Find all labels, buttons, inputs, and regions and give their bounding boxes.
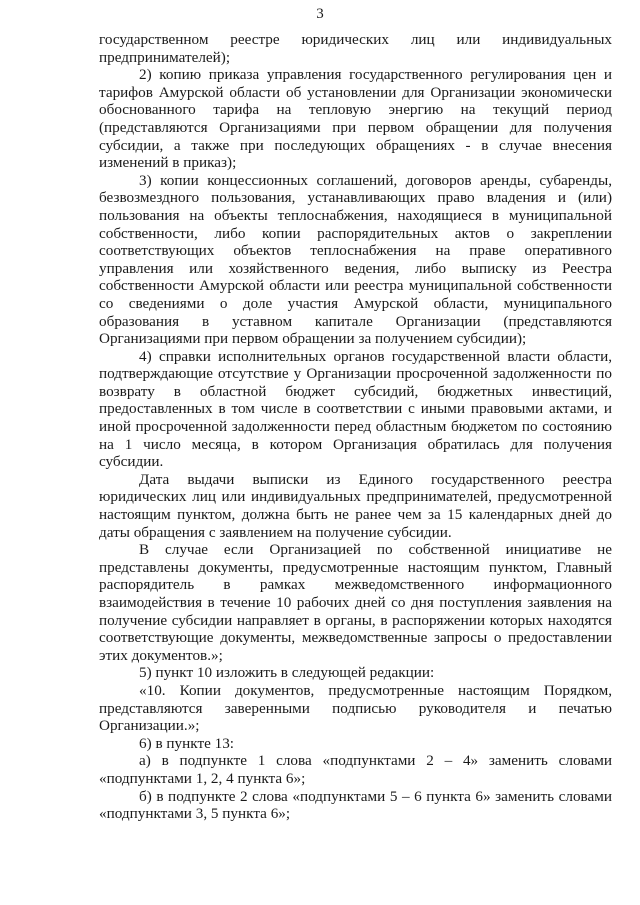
- paragraph-subitem-b: б) в подпункте 2 слова «подпунктами 5 – 6 пункта 6» заменить словами «подпунктами 3, 5 пункта 6»;: [99, 787, 612, 823]
- page-number: 3: [316, 6, 324, 22]
- paragraph-clause-10: «10. Копии документов, предусмотренные настоящим Порядком, представляются заверенными подписью руководителя и печатью Организации.»;: [99, 681, 612, 735]
- paragraph-continuation: государственном реестре юридических лиц или индивидуальных предпринимателей);: [99, 31, 612, 66]
- paragraph-interagency: В случае если Организацией по собственной инициативе не представлены документы, предусмотренные настоящим пунктом, Главный распорядитель в рамках межведомственного информационного взаимодействия в течение 10 рабочих дней со дня поступления заявления на получение субсидии направляет в органы, в распоряжении которых находятся соответствующие документы, межведомственные запросы о предоставлении этих документов.»;: [99, 541, 612, 664]
- paragraph-subitem-a: а) в подпункте 1 слова «подпунктами 2 – 4» заменить словами «подпунктами 1, 2, 4 пункта 6»;: [99, 752, 612, 787]
- document-body: [99, 31, 612, 823]
- paragraph-extract-date: Дата выдачи выписки из Единого государственного реестра юридических лиц или индивидуальных предпринимателей, предусмотренной настоящим пунктом, должна быть не ранее чем за 15 календарных дней до даты обращения с заявлением на получение субсидии.: [99, 470, 612, 541]
- paragraph-item-3: 3) копии концессионных соглашений, договоров аренды, субаренды, безвозмездного пользования, устанавливающих право владения и (или) пользования на объекты теплоснабжения, находящиеся в муниципальной собственности, либо копии распорядительных актов о закреплении соответствующих объектов теплоснабжения на праве оперативного управления или хозяйственного ведения, либо выписку из Реестра собственности Амурской области или реестра муниципальной собственности со сведениями о доле участия Амурской области, муниципального образования в уставном капитале Организации (представляются Организациями при первом обращении за получением субсидии);: [99, 171, 612, 348]
- paragraph-amend-5: 5) пункт 10 изложить в следующей редакции:: [139, 664, 435, 682]
- paragraph-amend-6: 6) в пункте 13:: [139, 734, 235, 752]
- paragraph-item-2: 2) копию приказа управления государственного регулирования цен и тарифов Амурской области об установлении для Организации экономически обоснованного тарифа на тепловую энергию на текущий период (представляются Организациями при первом обращении для получения субсидии, а также при последующих обращениях - в случае внесения изменений в приказ);: [99, 66, 612, 172]
- paragraph-item-4: 4) справки исполнительных органов государственной власти области, подтверждающие отсутствие у Организации просроченной задолженности по возврату в областной бюджет субсидий, бюджетных инвестиций, предоставленных в том числе в соответствии с иными правовыми актами, и иной просроченной задолженности перед областным бюджетом по состоянию на 1 число месяца, в котором Организация обратилась для получения субсидии.: [99, 347, 612, 471]
